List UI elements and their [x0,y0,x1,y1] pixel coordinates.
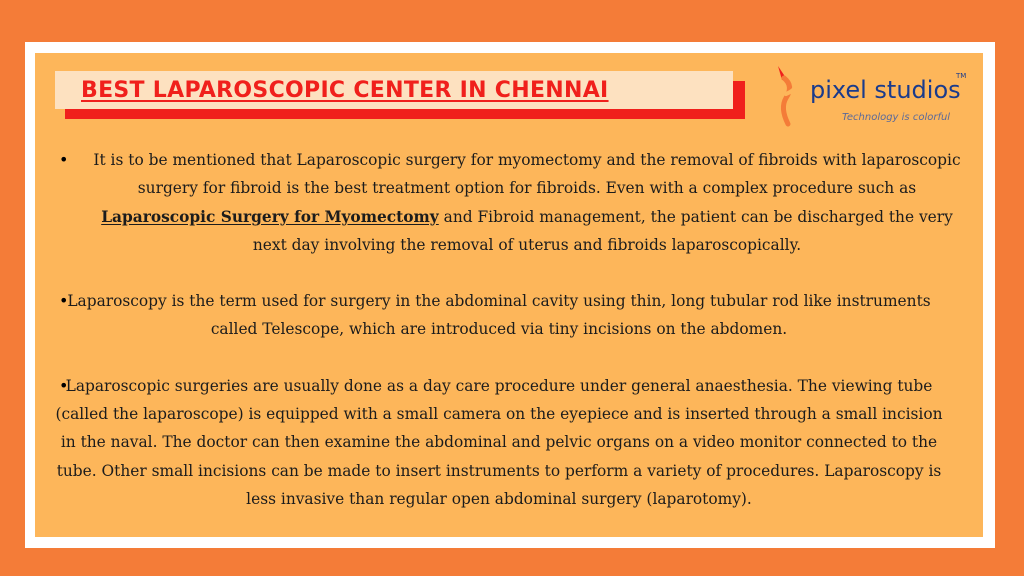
bullet-text: and Fibroid management, the patient can be discharged the very next day involving the removal of uterus and fibroids laparoscopically. [252,207,953,254]
title-box [55,71,733,109]
bullet-list [55,146,970,541]
bullet-dot: • [59,291,69,311]
myomectomy-link[interactable]: Laparoscopic Surgery for Myomectomy [101,207,439,226]
bullet-dot: • [59,375,69,395]
logo-name: pixel studios [810,76,961,104]
bullet-paragraph: Laparoscopic surgeries are usually done as a day care procedure under general anaesthesia. The viewing tube (called the laparoscope) is equipped with a small camera on the eyepiece and is inserted through a small incision in the naval. The doctor can then examine the abdominal and pelvic organs on a video monitor connected to the tube. Other small incisions can be made to insert instruments to perform a variety of procedures. Laparoscopy is less invasive than regular open abdominal surgery (laparotomy). [55,376,943,508]
list-item [55,146,970,259]
list-item [55,287,970,344]
bullet-dot: • [59,150,69,169]
pixel-studios-logo-mark-icon [772,64,806,128]
bullet-paragraph [83,146,971,259]
title-banner [55,71,745,119]
bullet-text: It is to be mentioned that Laparoscopic surgery for myomectomy and the removal of fibroids with laparoscopic surgery for fibroid is the best treatment option for fibroids. Even with a complex procedure such as [93,151,961,198]
logo-tagline: Technology is colorful [842,112,951,123]
bullet-paragraph: Laparoscopy is the term used for surgery in the abdominal cavity using thin, long tubular rod like instruments called Telescope, which are introduced via tiny incisions on the abdomen. [67,292,931,339]
list-item [55,372,970,513]
page-title: BEST LAPAROSCOPIC CENTER IN CHENNAI [81,77,609,103]
logo-trademark: TM [956,72,967,80]
pixel-studios-logo [772,62,972,130]
